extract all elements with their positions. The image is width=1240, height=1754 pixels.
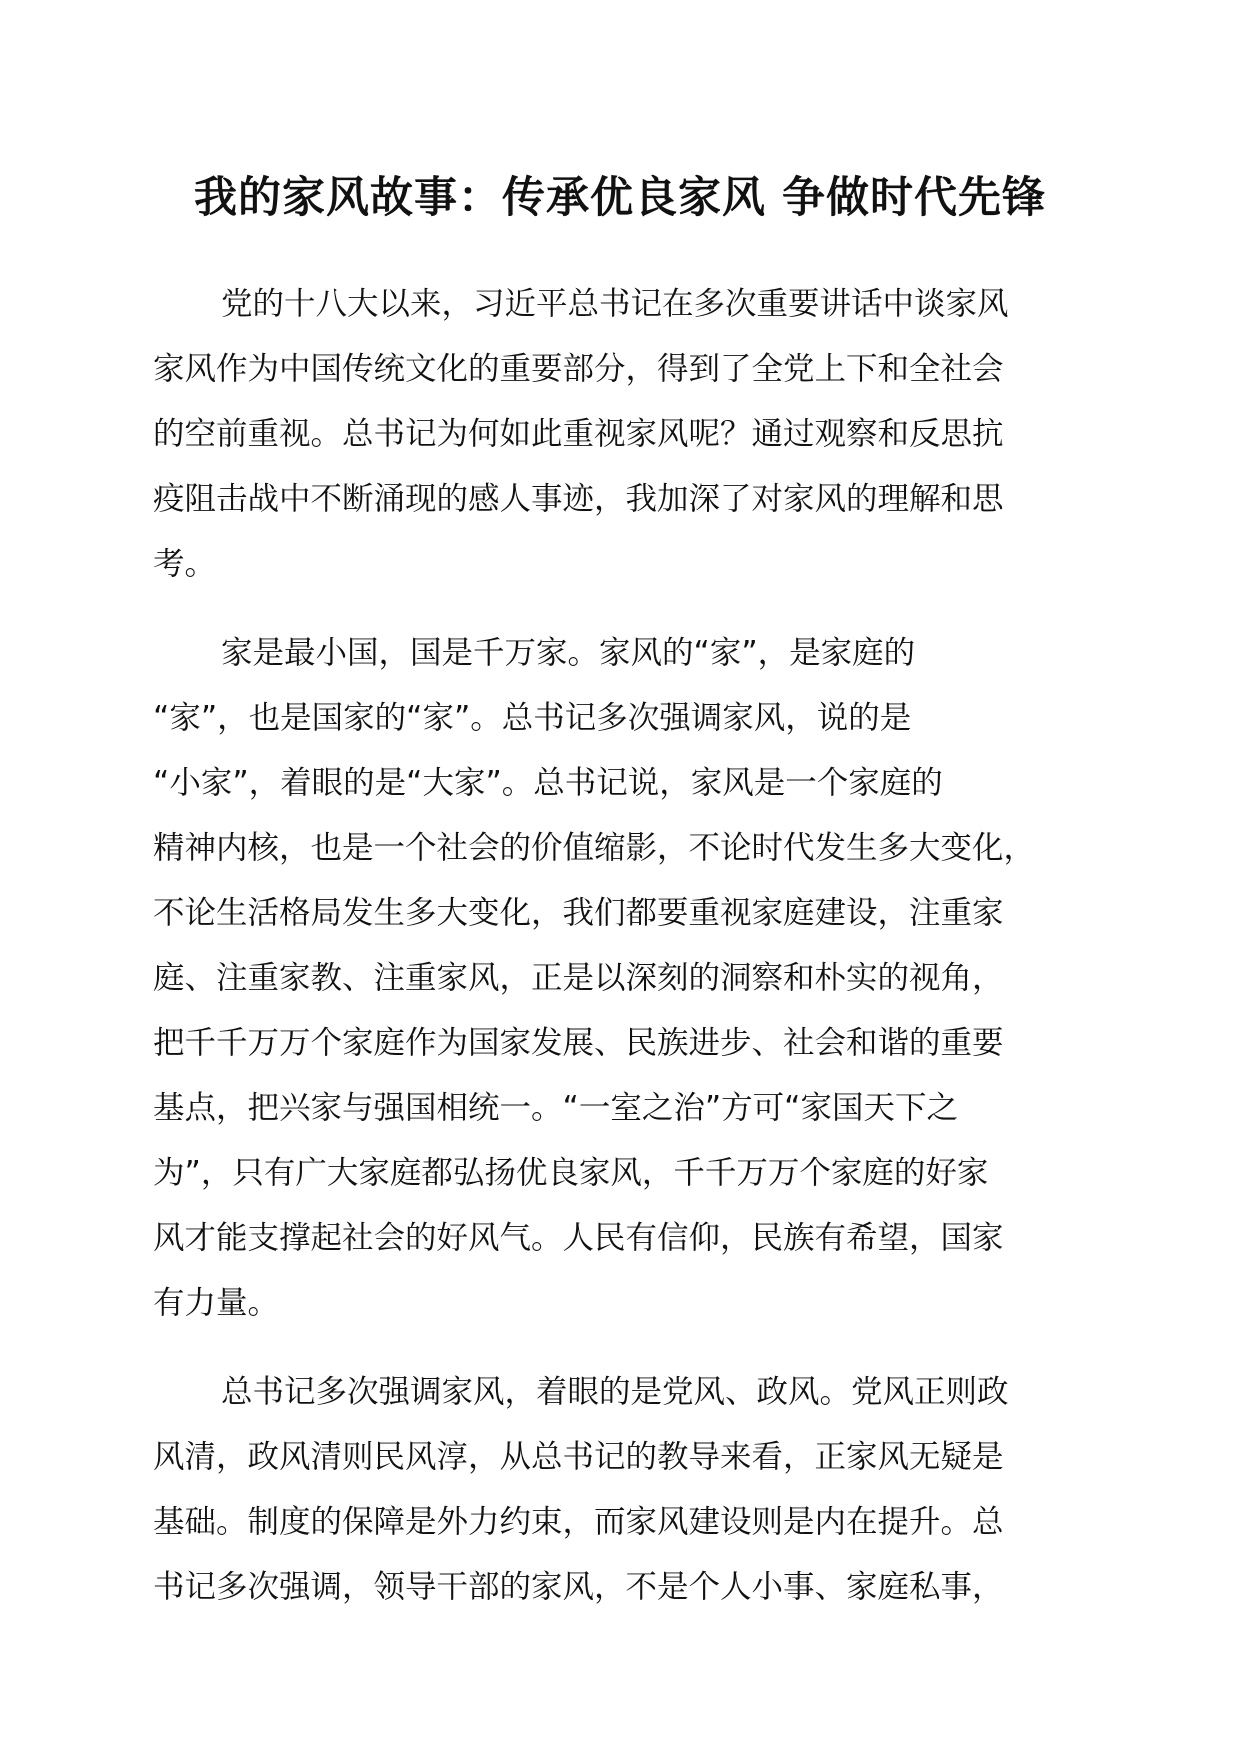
paragraph-line: 家风作为中国传统文化的重要部分，得到了全党上下和全社会 (153, 351, 1004, 387)
paragraph-line: 疫阻击战中不断涌现的感人事迹，我加深了对家风的理解和思 (153, 481, 1004, 517)
paragraph-2 (153, 621, 1103, 1336)
paragraph-line: 庭、注重家教、注重家风，正是以深刻的洞察和朴实的视角， (153, 960, 1004, 996)
paragraph-line: 考。 (153, 546, 217, 582)
paragraph-line: 党的十八大以来，习近平总书记在多次重要讲话中谈家风 (221, 286, 1009, 322)
paragraph-line: 有力量。 (153, 1285, 280, 1321)
paragraph-line: 家是最小国，国是千万家。家风的“家”，是家庭的 (221, 635, 916, 671)
paragraph-line: 书记多次强调，领导干部的家风，不是个人小事、家庭私事， (153, 1569, 1004, 1605)
paragraph-line: 风清，政风清则民风淳，从总书记的教导来看，正家风无疑是 (153, 1439, 1004, 1475)
paragraph-line: 风才能支撑起社会的好风气。人民有信仰，民族有希望，国家 (153, 1220, 1004, 1256)
paragraph-line: 的空前重视。总书记为何如此重视家风呢？通过观察和反思抗 (153, 416, 1004, 452)
paragraph-1 (153, 272, 1103, 597)
paragraph-line: 把千千万万个家庭作为国家发展、民族进步、社会和谐的重要 (153, 1025, 1004, 1061)
paragraph-line: 基点，把兴家与强国相统一。“一室之治”方可“家国天下之 (153, 1090, 958, 1126)
paragraph-line: 精神内核，也是一个社会的价值缩影，不论时代发生多大变化， (153, 830, 1036, 866)
paragraph-line: 不论生活格局发生多大变化，我们都要重视家庭建设，注重家 (153, 895, 1004, 931)
paragraph-line: “小家”，着眼的是“大家”。总书记说，家风是一个家庭的 (153, 765, 943, 801)
paragraph-line: “家”，也是国家的“家”。总书记多次强调家风，说的是 (153, 700, 912, 736)
paragraph-line: 总书记多次强调家风，着眼的是党风、政风。党风正则政 (221, 1374, 1009, 1410)
document-title: 我的家风故事：传承优良家风 争做时代先锋 (194, 173, 1046, 223)
paragraph-line: 基础。制度的保障是外力约束，而家风建设则是内在提升。总 (153, 1504, 1004, 1540)
paragraph-line: 为”，只有广大家庭都弘扬优良家风，千千万万个家庭的好家 (153, 1155, 989, 1191)
document-body (153, 272, 1103, 1644)
paragraph-3 (153, 1360, 1103, 1620)
